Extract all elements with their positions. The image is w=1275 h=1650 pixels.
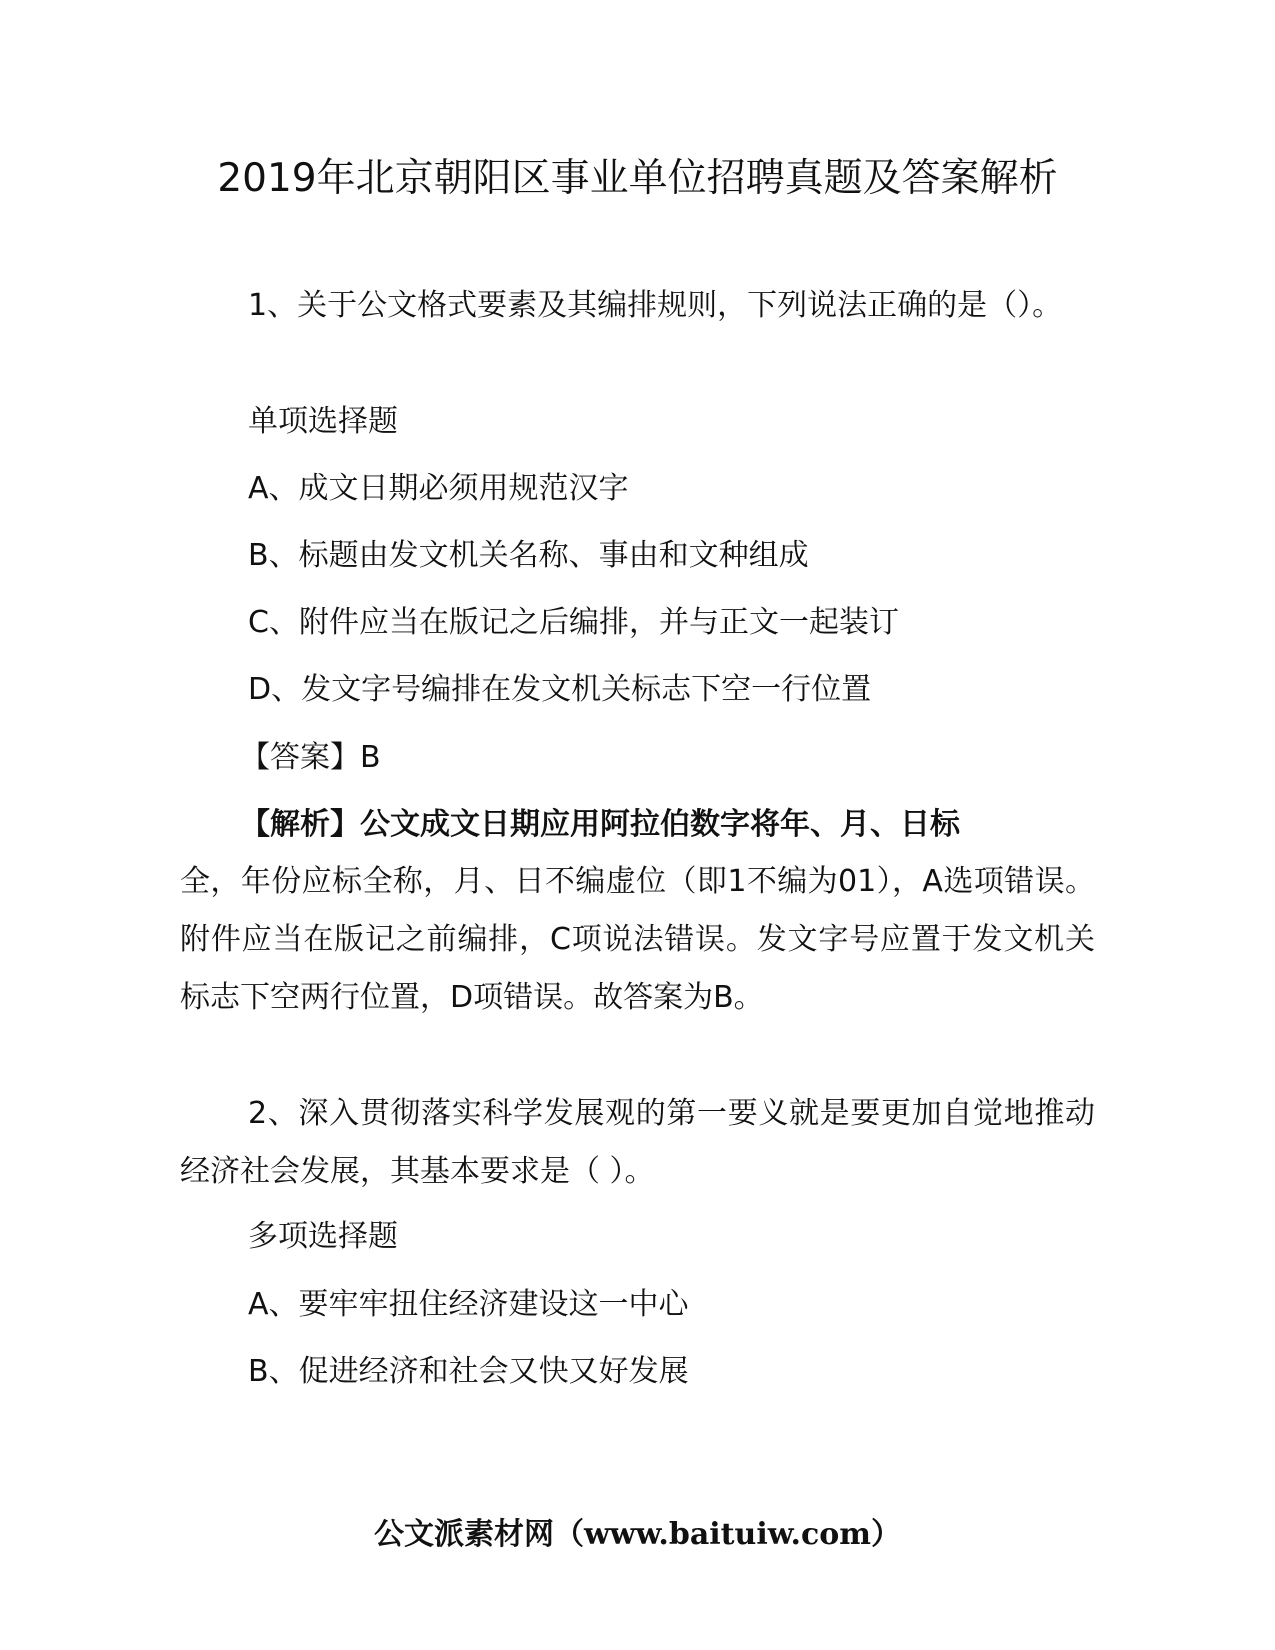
analysis-lead: 公文成文日期应用阿拉伯数字将年、月、日标 [360, 807, 960, 842]
question-1-option-d: D、发文字号编排在发文机关标志下空一行位置 [248, 672, 872, 707]
document-title: 2019年北京朝阳区事业单位招聘真题及答案解析 [217, 156, 1058, 201]
question-1-option-b: B、标题由发文机关名称、事由和文种组成 [248, 538, 809, 573]
question-1-analysis-body: 全，年份应标全称，月、日不编虚位（即1不编为01），A选项错误。附件应当在版记之前编排，C项说法错误。发文字号应置于发文机关标志下空两行位置，D项错误。故答案为B。 [180, 864, 1095, 1015]
question-2-option-b: B、促进经济和社会又快又好发展 [248, 1354, 689, 1389]
question-1-type: 单项选择题 [248, 404, 398, 439]
question-1-option-a: A、成文日期必须用规范汉字 [248, 471, 629, 506]
question-2-type: 多项选择题 [248, 1219, 398, 1254]
question-1-analysis-first-line [240, 805, 960, 845]
answer-label: 【答案】 [240, 740, 360, 775]
question-2-stem: 2、深入贯彻落实科学发展观的第一要义就是要更加自觉地推动经济社会发展，其基本要求是（ ）。 [180, 1096, 1095, 1189]
footer-source: 公文派素材网（www.baituiw.com） [373, 1517, 902, 1552]
answer-value: B [360, 740, 381, 775]
question-1-answer [240, 738, 381, 778]
analysis-label: 【解析】 [240, 807, 360, 842]
question-1-stem: 1、关于公文格式要素及其编排规则，下列说法正确的是（）。 [248, 288, 1063, 323]
question-1-option-c: C、附件应当在版记之后编排，并与正文一起装订 [248, 605, 899, 640]
question-2-option-a: A、要牢牢扭住经济建设这一中心 [248, 1287, 689, 1322]
